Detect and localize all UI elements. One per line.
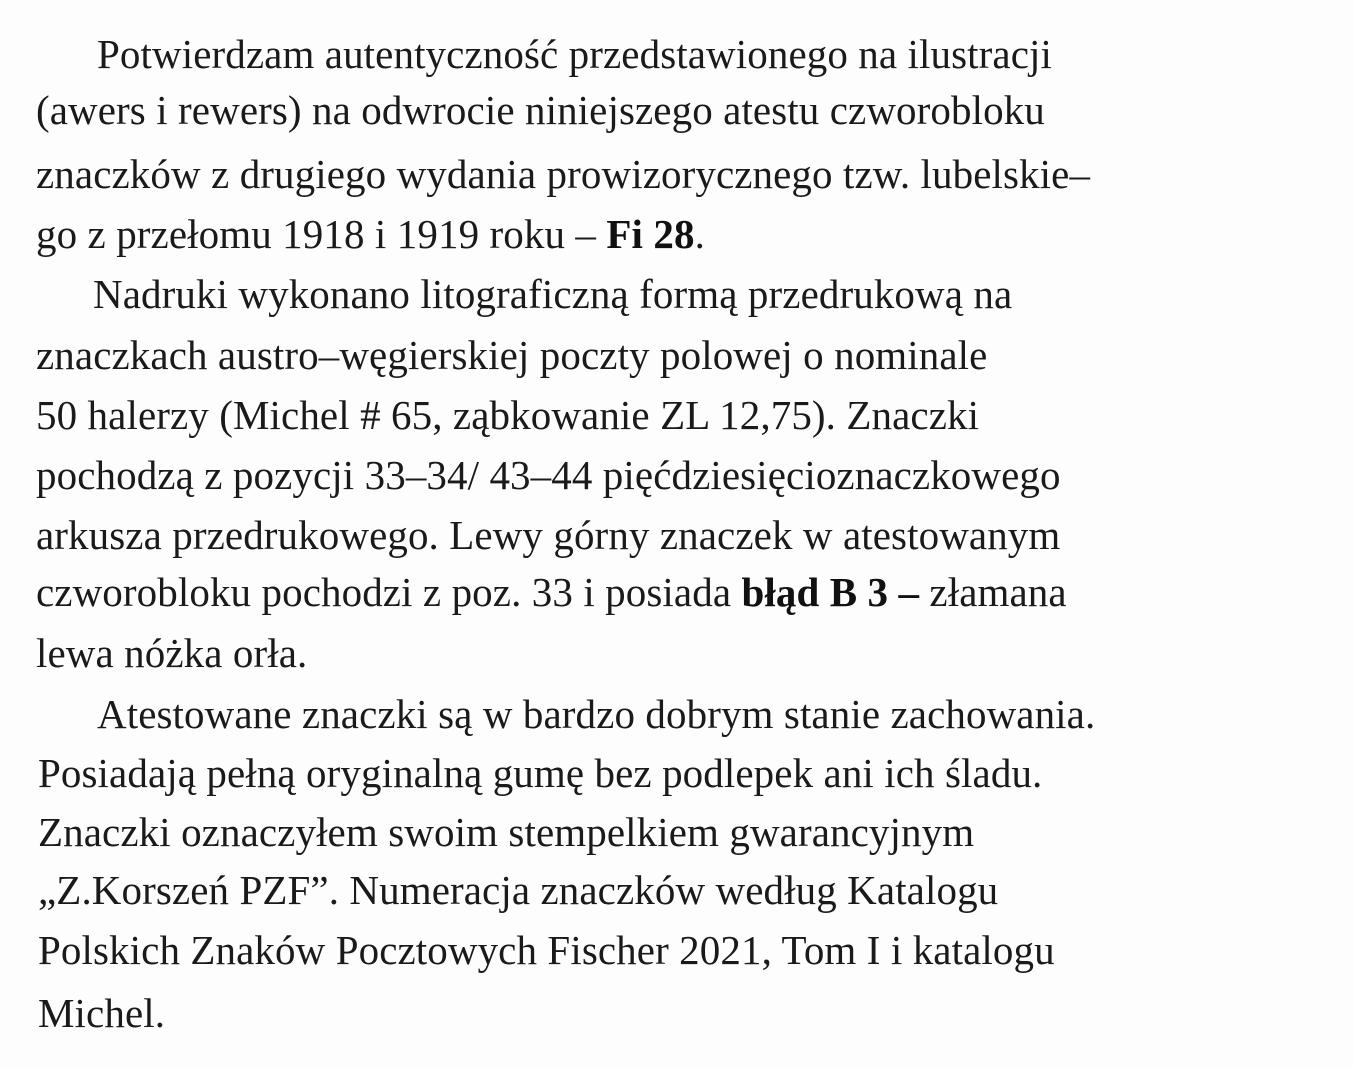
paragraph-3-line-4: [38, 866, 998, 914]
paragraph-2-line-1: [93, 270, 1012, 318]
paragraph-1-line-2: [36, 86, 1045, 134]
text-span: znaczków z drugiego wydania prowizorycznego tzw. lubelskie–: [36, 151, 1091, 197]
text-span: znaczkach austro–węgierskiej poczty polowej o nominale: [36, 332, 988, 378]
text-span: Posiadają pełną oryginalną gumę bez podlepek ani ich śladu.: [38, 750, 1043, 796]
text-span: 50 halerzy (Michel # 65, ząbkowanie ZL 12,75). Znaczki: [36, 392, 980, 438]
text-span: Atestowane znaczki są w bardzo dobrym stanie zachowania.: [97, 691, 1096, 737]
text-span: czworobloku pochodzi z poz. 33 i posiada: [36, 569, 742, 615]
error-code: błąd B 3 –: [741, 569, 920, 615]
text-span: Potwierdzam autentyczność przedstawionego na ilustracji: [97, 31, 1053, 77]
paragraph-2-line-3: [36, 391, 979, 439]
text-span: lewa nóżka orła.: [36, 630, 308, 676]
text-span: „Z.Korszeń PZF”. Numeracja znaczków według Katalogu: [38, 867, 999, 913]
text-span: Polskich Znaków Pocztowych Fischer 2021, Tom I i katalogu: [38, 927, 1055, 973]
paragraph-3-line-2: [38, 749, 1042, 797]
paragraph-1-line-4: [36, 210, 705, 258]
text-span: go z przełomu 1918 i 1919 roku –: [36, 211, 607, 257]
paragraph-2-line-2: [36, 331, 987, 379]
paragraph-3-line-6: [38, 989, 165, 1037]
paragraph-1-line-3: [36, 150, 1090, 198]
paragraph-3-line-3: [38, 808, 974, 856]
text-span: złamana: [919, 569, 1067, 615]
paragraph-3-line-5: [38, 926, 1055, 974]
paragraph-2-line-6: [36, 568, 1067, 616]
text-span: (awers i rewers) na odwrocie niniejszego atestu czworobloku: [36, 87, 1045, 133]
fischer-number: Fi 28: [606, 211, 695, 257]
text-span: Michel.: [38, 990, 166, 1036]
paragraph-3-line-1: [97, 690, 1095, 738]
paragraph-2-line-4: [36, 451, 1061, 499]
paragraph-2-line-5: [36, 511, 1060, 559]
text-span: arkusza przedrukowego. Lewy górny znaczek w atestowanym: [36, 512, 1061, 558]
text-span: .: [694, 211, 705, 257]
text-span: Nadruki wykonano litograficzną formą przedrukową na: [93, 271, 1013, 317]
text-span: pochodzą z pozycji 33–34/ 43–44 pięćdziesięcioznaczkowego: [36, 452, 1061, 498]
paragraph-2-line-7: [36, 629, 307, 677]
text-span: Znaczki oznaczyłem swoim stempelkiem gwarancyjnym: [38, 809, 975, 855]
paragraph-1-line-1: [97, 30, 1052, 78]
